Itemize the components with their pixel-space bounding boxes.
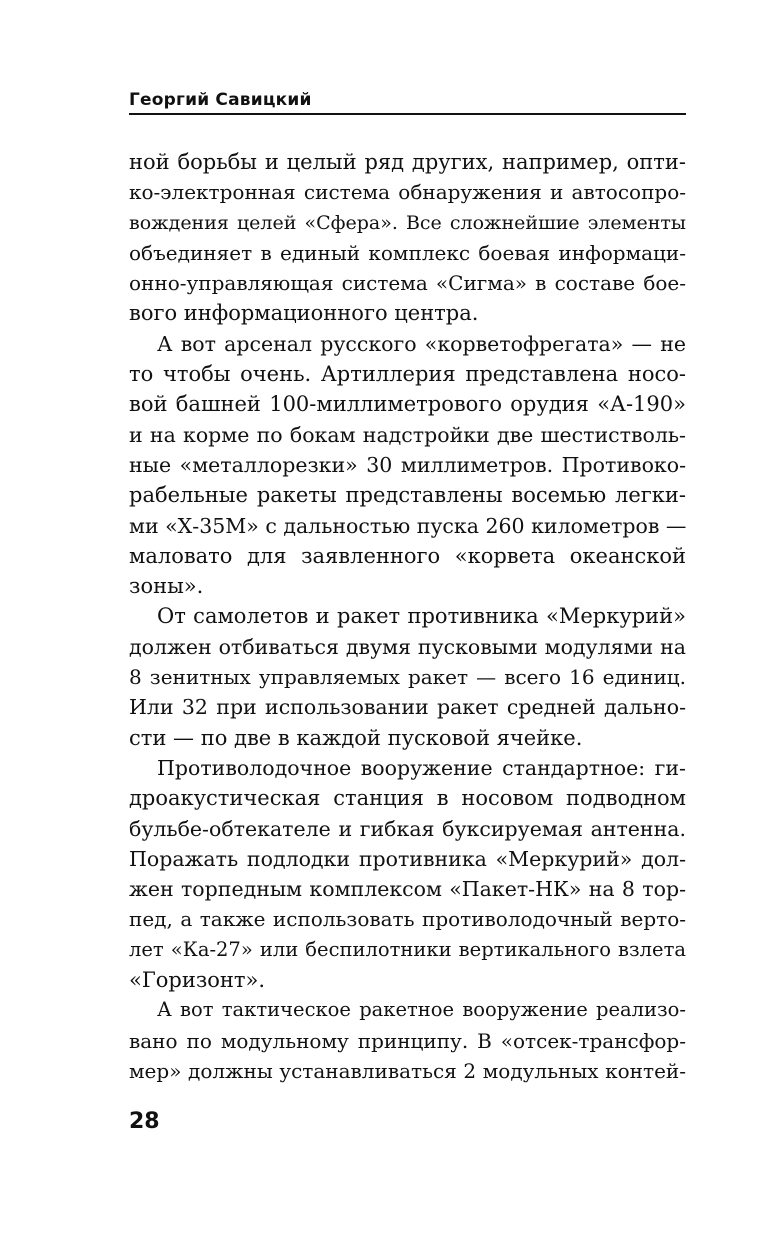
text-line: дроакустическая станция в носовом подводном (129, 786, 686, 811)
text-line: рабельные ракеты представлены восемью легки- (129, 483, 686, 508)
text-line: должен отбиваться двумя пусковыми модулями на (129, 634, 686, 659)
text-line: вой башней 100-миллиметрового орудия «А-190» (129, 392, 686, 417)
header-rule (129, 113, 686, 115)
text-line: А вот тактическое ракетное вооружение реализо- (157, 998, 686, 1022)
text-line: Поражать подлодки противника «Меркурий» дол- (129, 846, 686, 871)
page-number: 28 (129, 1109, 160, 1134)
body-text (129, 147, 686, 1086)
text-line: объединяет в единый комплекс боевая информаци- (129, 240, 686, 265)
text-line: маловато для заявленного «корвета океанской (129, 543, 686, 568)
text-line: то чтобы очень. Артиллерия представлена носо- (129, 362, 686, 387)
text-line: вого информационного центра. (129, 301, 479, 326)
text-line: мер» должны устанавливаться 2 модульных контей- (129, 1058, 686, 1083)
text-line: зоны». (129, 574, 204, 599)
text-line: вождения целей «Сфера». Все сложнейшие элементы (129, 211, 686, 234)
text-line: От самолетов и ракет противника «Меркурий» (157, 604, 686, 629)
text-line: ко-электронная система обнаружения и автосопро- (129, 180, 686, 205)
text-line: 8 зенитных управляемых ракет — всего 16 единиц. (129, 665, 686, 690)
text-line: ные «металлорезки» 30 миллиметров. Противоко- (129, 452, 686, 477)
text-line: лет «Ка-27» или беспилотники вертикального взлета (129, 937, 686, 961)
text-line: онно-управляющая система «Сигма» в составе бое- (129, 271, 686, 296)
text-line: Или 32 при использовании ракет средней дально- (129, 695, 686, 720)
text-line: и на корме по бокам надстройки две шестистволь- (129, 422, 686, 447)
text-line: жен торпедным комплексом «Пакет-НК» на 8 тор- (129, 877, 686, 902)
text-line: ной борьбы и целый ряд других, например, опти- (129, 150, 686, 174)
running-head-author: Георгий Савицкий (129, 90, 312, 110)
text-line: «Горизонт». (129, 968, 266, 993)
text-line: сти — по две в каждой пусковой ячейке. (129, 725, 583, 750)
text-line: вано по модульному принципу. В «отсек-трансфор- (129, 1028, 686, 1053)
text-line: ми «Х-35М» с дальностью пуска 260 километров — (129, 513, 686, 538)
text-line: А вот арсенал русского «корветофрегата» — не (157, 331, 686, 356)
text-line: Противолодочное вооружение стандартное: ги- (157, 755, 686, 780)
text-line: бульбе-обтекателе и гибкая буксируемая антенна. (129, 816, 686, 841)
text-line: пед, а также использовать противолодочный верто- (129, 907, 686, 932)
